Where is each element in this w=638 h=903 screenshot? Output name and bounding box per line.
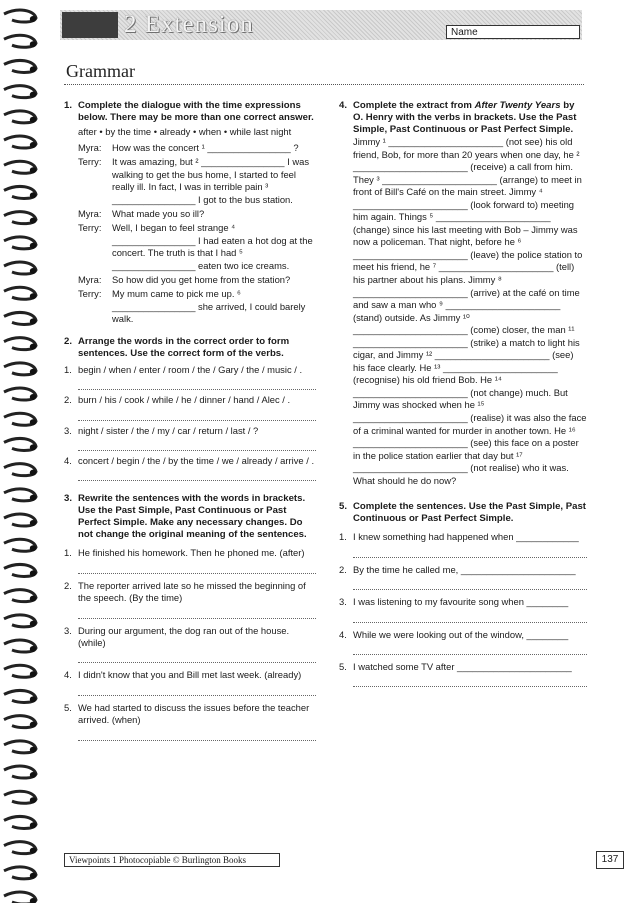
task-3-items [64,547,316,740]
binding-hole [30,848,36,854]
answer-line[interactable] [78,682,316,696]
item-number: 4. [64,669,72,681]
task-instruction: Complete the extract from After Twenty Years by O. Henry with the verbs in brackets. Use the Past Simple, Past Continuous or Past Perfect Simple. [353,100,577,135]
binding-hole [30,344,36,350]
item-text: During our argument, the dog ran out of the house. (while) [78,624,290,648]
binding-hole [30,520,36,526]
name-field[interactable]: Name [446,25,580,39]
item-number: 1. [64,547,72,559]
binding-hole [30,722,36,728]
item-number: 5. [339,660,347,672]
answer-line[interactable] [353,641,587,655]
binding-hole [30,747,36,753]
binding-hole [30,621,36,627]
task-number: 5. [339,501,348,513]
binding-hole [30,16,36,22]
dialogue-line [78,222,316,272]
answer-line[interactable] [353,609,587,623]
task-number: 1. [64,100,73,111]
section-title: Grammar [66,61,135,81]
binding-hole [30,394,36,400]
speaker: Terry: [78,222,102,234]
binding-hole [30,117,36,123]
answer-line[interactable] [78,407,316,421]
speaker: Terry: [78,156,102,168]
binding-hole [30,369,36,375]
item-text: While we were looking out of the window, ________ [353,628,569,640]
answer-line[interactable] [353,544,587,558]
binding-hole [30,318,36,324]
answer-line[interactable] [78,649,316,663]
binding-hole [30,495,36,501]
binding-hole [30,419,36,425]
binding-hole [30,268,36,274]
exercise-item [339,661,587,687]
left-column [64,100,316,749]
item-number: 1. [64,363,72,375]
binding-hole [30,570,36,576]
binding-hole [30,66,36,72]
task-1 [64,100,316,326]
item-number: 3. [64,624,72,636]
dialogue-line [78,156,316,206]
speaker: Terry: [78,288,102,300]
binding-hole [30,671,36,677]
task-number: 2. [64,335,73,347]
binding-hole [30,596,36,602]
line-text: What made you so ill? [112,208,205,220]
item-number: 2. [64,394,72,406]
binding-hole [30,444,36,450]
line-text: Well, I began to feel strange ⁴ ________________ I had eaten a hot dog at the concert. The truth is that I had ⁵ ________________ eaten two ice creams. [112,222,313,271]
task-2 [64,336,316,482]
task-instruction: Arrange the words in the correct order to form sentences. Use the correct form of the verbs. [78,335,290,359]
item-text: burn / his / cook / while / he / dinner / hand / Alec / . [78,394,291,406]
unit-title: 2 Extension [124,11,254,38]
exercise-item [64,625,316,664]
speaker: Myra: [78,142,102,153]
right-column [339,100,587,695]
item-number: 2. [339,563,347,575]
exercise-item [64,702,316,741]
item-number: 4. [64,454,72,466]
section-divider [64,84,584,85]
exercise-item [339,629,587,655]
item-text: I didn't know that you and Bill met last week. (already) [78,669,302,681]
item-text: I was listening to my favourite song when ________ [353,596,569,608]
exercise-item [64,425,316,451]
exercise-item [339,531,587,557]
dialogue-line [78,208,316,220]
exercise-item [64,364,316,390]
answer-line[interactable] [78,727,316,741]
binding-hole [30,192,36,198]
binding-hole [30,243,36,249]
dialogue-line [78,288,316,325]
binding-hole [30,142,36,148]
exercise-item [64,547,316,573]
item-text: I watched some TV after ______________________ [353,660,572,672]
binding-hole [30,646,36,652]
answer-line[interactable] [78,560,316,574]
task-instruction: Complete the dialogue with the time expressions below. There may be more than one correct answer. [78,100,314,123]
item-number: 4. [339,628,347,640]
binding-hole [30,293,36,299]
item-number: 1. [339,531,347,543]
line-text: My mum came to pick me up. ⁶ ________________ she arrived, I could barely walk. [112,288,306,325]
exercise-item [339,564,587,590]
answer-line[interactable] [353,673,587,687]
unit-logo [62,12,118,38]
task-3 [64,493,316,740]
item-text: concert / begin / the / by the time / we / already / arrive / . [78,454,315,466]
binding-hole [30,92,36,98]
task-instruction: Rewrite the sentences with the words in brackets. Use the Past Simple, Past Continuous or Past Perfect Simple. Make any necessary changes. Do not change the original meaning of the sentences. [78,493,307,541]
copyright-footer: Viewpoints 1 Photocopiable © Burlington Books [64,853,280,867]
line-text: How was the concert ¹ ________________ ? [112,142,299,153]
word-bank: after • by the time • already • when • while last night [78,126,292,137]
answer-line[interactable] [78,605,316,619]
binding-hole [30,772,36,778]
item-number: 2. [64,579,72,591]
answer-line[interactable] [78,467,316,481]
binding-hole [30,696,36,702]
dialogue [78,142,316,326]
task-5 [339,501,587,687]
task-number: 4. [339,100,348,111]
spiral-binding [0,0,44,903]
answer-line[interactable] [78,437,316,451]
exercise-item [64,394,316,420]
binding-hole [30,545,36,551]
line-text: It was amazing, but ² ________________ I was walking to get the bus home, I started to feel really ill. In fact, I was in terrible pain ³ ________________ I got to the bus station. [112,156,310,205]
task-instruction: Complete the sentences. Use the Past Simple, Past Continuous or Past Perfect Simple. [353,501,586,525]
speaker: Myra: [78,208,102,220]
binding-hole [30,873,36,879]
exercise-item [64,580,316,619]
task-2-items [64,364,316,482]
item-number: 3. [339,596,347,608]
binding-hole [30,822,36,828]
dialogue-line [78,142,316,154]
item-number: 3. [64,424,72,436]
binding-hole [30,218,36,224]
binding-hole [30,797,36,803]
page-number: 137 [596,851,624,869]
answer-line[interactable] [353,576,587,590]
answer-line[interactable] [78,376,316,390]
item-text: I knew something had happened when ____________ [353,531,579,543]
binding-hole [30,470,36,476]
binding-hole [30,167,36,173]
item-text: night / sister / the / my / car / return / last / ? [78,424,259,436]
task-5-items [339,531,587,687]
item-text: By the time he called me, ______________________ [353,563,576,575]
task-4 [339,100,587,487]
line-text: So how did you get home from the station? [112,274,291,286]
dialogue-line [78,274,316,286]
item-text: We had started to discuss the issues before the teacher arrived. (when) [78,701,310,726]
item-number: 5. [64,701,72,713]
item-text: begin / when / enter / room / the / Gary / the / music / . [78,363,303,375]
item-text: The reporter arrived late so he missed the beginning of the speech. (By the time) [78,579,306,604]
exercise-item [339,596,587,622]
exercise-item [64,455,316,481]
binding-hole [30,41,36,47]
item-text: He finished his homework. Then he phoned me. (after) [78,547,305,559]
task-number: 3. [64,493,73,505]
speaker: Myra: [78,274,102,286]
exercise-item [64,669,316,695]
story-extract: Jimmy ¹ ______________________ (not see) his old friend, Bob, for more than 20 years when one day, he ² ______________________ (receive) a call from him. They ³ ______________________ (arrange) to meet in front of Bill's Café on the main street. Jimmy ⁴ ______________________ (look forward to) meeting him again. Things ⁵ ______________________ (change) since his last meeting with Bob – Jimmy was now a policeman. That night, before he ⁶ ______________________ (leave) the police station to meet his friend, he ⁷ ______________________ (tell) his partner about his plans. Jimmy ⁸ ______________________ (arrive) at the café on time and saw a man who ⁹ ______________________ (stand) outside. As Jimmy ¹⁰ ______________________ (come) closer, the man ¹¹ ______________________ (strike) a match to light his cigar, and Jimmy ¹² ______________________ (see) his face clearly. He ¹³ ______________________ (recognise) his old friend Bob. He ¹⁴ ______________________ (not change) much. But Jimmy was shocked when he ¹⁵ ______________________ (realise) it was also the face of a criminal wanted for murder in another town. He ¹⁶ ______________________ (see) this face on a poster in the police station earlier that day but ¹⁷ ______________________ (not realise) who it was. What should he do now? [353,136,587,486]
